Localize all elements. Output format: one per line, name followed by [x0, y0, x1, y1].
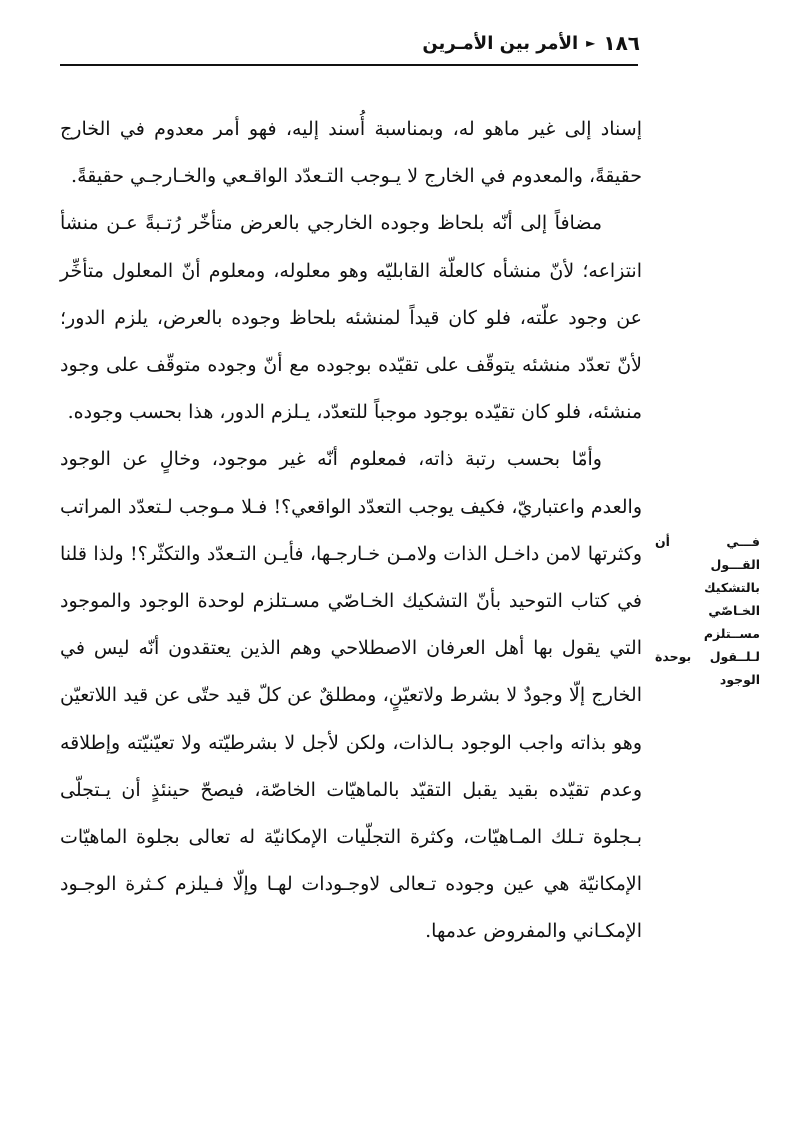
arrow-icon: ►: [586, 36, 596, 50]
header-divider: [60, 64, 638, 66]
page-header: [420, 28, 640, 58]
paragraph-1: إسناد إلى غير ماهو له، وبمناسبة أُسند إليه، فهو أمر معدوم في الخارج حقيقةً، والمعدوم في الخارج لا يـوجب التـعدّد الواقـعي والخـارجـي حقيقةً.: [60, 118, 642, 188]
main-text: [60, 106, 642, 956]
running-title: الأمر بين الأمـرين: [422, 32, 579, 54]
paragraph-3: وأمّا بحسب رتبة ذاته، فمعلوم أنّه غير موجود، وخالٍ عن الوجود والعدم واعتباريّ، فكيف يوجب التعدّد الواقعي؟! فـلا مـوجب لـتعدّد المراتب وكثرتها لامن داخـل الذات ولامـن خـارجـها، فأيـن التـعدّد والتكثّر؟! ولذا قلنا في كتاب التوحيد بأنّ التشكيك الخـاصّي مسـتلزم لوحدة الوجود والموجود التي يقول بها أهل العرفان الاصطلاحي وهم الذين يعتقدون أنّه ليس في الخارج إلّا وجودٌ لا بشرط ولاتعيّنٍ، ومطلقٌ عن كلّ قيد حتّى عن قيد اللاتعيّن وهو بذاته واجب الوجود بـالذات، ولكن لأجل لا بشرطيّته ولا تعيّنيّته وإطلاقه وعدم تقيّده بقيد يقبل التقيّد بالماهيّات الخاصّة، فيصحّ حينئذٍ أن يـتجلّى بـجلوة تـلك المـاهيّات، وكثرة التجلّيات الإمكانيّة له تعالى بجلوة الماهيّات الإمكانيّة هي عين وجوده تـعالى لاوجـودات لهـا وإلّا فـيلزم كـثرة الوجـود الإمكـاني والمفروض عدمها.: [60, 448, 642, 943]
margin-note: فـــي أن القـــول بالتشكيك الخـاصّي مســتلزم لـلــقول بوحدة الوجود: [655, 534, 760, 687]
paragraph-2: مضافاً إلى أنّه بلحاظ وجوده الخارجي بالعرض متأخّر رُتـبةً عـن منشأ انتزاعه؛ لأنّ منشأه كالعلّة القابليّه وهو معلوله، ومعلوم أنّ المعلول متأخِّر عن وجود علّته، فلو كان قيداً لمنشئه بلحاظ وجوده بالعرض، يلزم الدور؛ لأنّ تعدّد منشئه يتوقّف على تقيّده بوجوده مع أنّ وجوده متوقّف على وجود منشئه، فلو كان تقيّده بوجود موجباً للتعدّد، يـلزم الدور، هذا بحسب وجوده.: [60, 212, 642, 424]
page-number: ١٨٦: [603, 31, 640, 55]
